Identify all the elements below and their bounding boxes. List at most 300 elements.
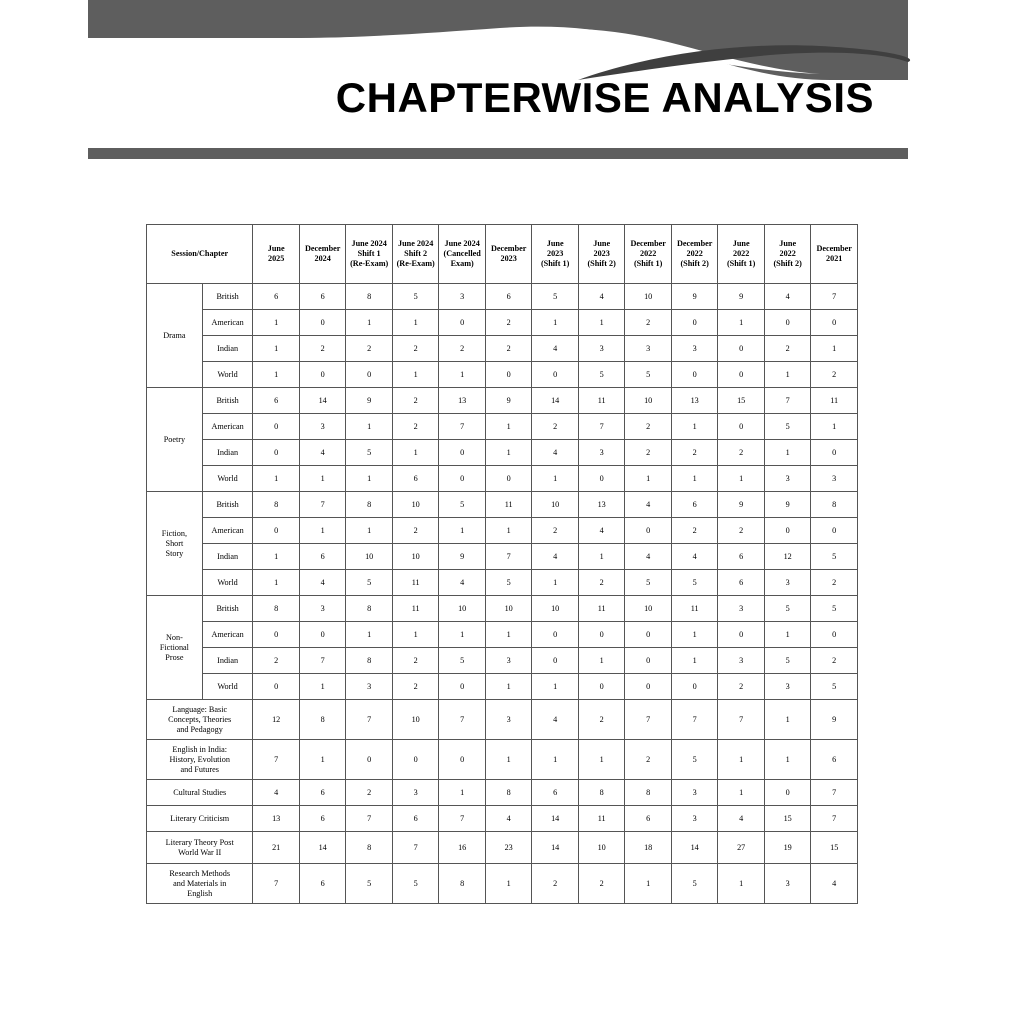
title-underline-bar bbox=[88, 148, 908, 159]
data-cell: 11 bbox=[578, 806, 625, 832]
column-header: June 2024 (Cancelled Exam) bbox=[439, 225, 486, 284]
data-cell: 3 bbox=[485, 700, 532, 740]
data-cell: 5 bbox=[392, 864, 439, 904]
data-cell: 15 bbox=[718, 388, 765, 414]
table-row bbox=[147, 492, 858, 518]
data-cell: 0 bbox=[671, 674, 718, 700]
data-cell: 1 bbox=[718, 780, 765, 806]
data-cell: 1 bbox=[718, 740, 765, 780]
data-cell: 10 bbox=[625, 284, 672, 310]
data-cell: 14 bbox=[671, 832, 718, 864]
data-cell: 1 bbox=[439, 362, 486, 388]
data-cell: 5 bbox=[764, 414, 811, 440]
data-cell: 3 bbox=[718, 648, 765, 674]
sub-label-cell: Indian bbox=[202, 440, 253, 466]
data-cell: 0 bbox=[253, 674, 300, 700]
data-cell: 0 bbox=[811, 440, 858, 466]
data-cell: 4 bbox=[718, 806, 765, 832]
data-cell: 0 bbox=[811, 622, 858, 648]
data-cell: 1 bbox=[671, 414, 718, 440]
data-cell: 13 bbox=[578, 492, 625, 518]
data-cell: 1 bbox=[625, 864, 672, 904]
data-cell: 9 bbox=[718, 284, 765, 310]
data-cell: 7 bbox=[299, 648, 346, 674]
data-cell: 6 bbox=[253, 284, 300, 310]
data-cell: 0 bbox=[299, 362, 346, 388]
data-cell: 6 bbox=[299, 780, 346, 806]
data-cell: 0 bbox=[439, 674, 486, 700]
data-cell: 1 bbox=[718, 864, 765, 904]
data-cell: 1 bbox=[299, 740, 346, 780]
data-cell: 2 bbox=[485, 336, 532, 362]
data-cell: 12 bbox=[253, 700, 300, 740]
data-cell: 3 bbox=[718, 596, 765, 622]
data-cell: 10 bbox=[578, 832, 625, 864]
data-cell: 3 bbox=[671, 780, 718, 806]
data-cell: 8 bbox=[625, 780, 672, 806]
data-cell: 11 bbox=[578, 388, 625, 414]
data-cell: 4 bbox=[253, 780, 300, 806]
data-cell: 4 bbox=[811, 864, 858, 904]
data-cell: 2 bbox=[392, 414, 439, 440]
data-cell: 7 bbox=[299, 492, 346, 518]
data-cell: 1 bbox=[532, 570, 579, 596]
data-cell: 5 bbox=[625, 570, 672, 596]
table-header bbox=[147, 225, 858, 284]
data-cell: 1 bbox=[253, 466, 300, 492]
data-cell: 3 bbox=[764, 864, 811, 904]
data-cell: 3 bbox=[578, 440, 625, 466]
data-cell: 8 bbox=[299, 700, 346, 740]
data-cell: 3 bbox=[299, 414, 346, 440]
data-cell: 0 bbox=[439, 740, 486, 780]
data-cell: 3 bbox=[764, 570, 811, 596]
data-cell: 10 bbox=[532, 492, 579, 518]
data-cell: 5 bbox=[764, 596, 811, 622]
data-cell: 4 bbox=[578, 284, 625, 310]
data-cell: 1 bbox=[485, 740, 532, 780]
data-cell: 0 bbox=[532, 362, 579, 388]
data-cell: 11 bbox=[671, 596, 718, 622]
data-cell: 9 bbox=[764, 492, 811, 518]
data-cell: 1 bbox=[253, 362, 300, 388]
table-row bbox=[147, 674, 858, 700]
data-cell: 1 bbox=[671, 466, 718, 492]
data-cell: 13 bbox=[253, 806, 300, 832]
data-cell: 1 bbox=[439, 518, 486, 544]
data-cell: 0 bbox=[532, 648, 579, 674]
data-cell: 0 bbox=[439, 310, 486, 336]
column-header: December 2022 (Shift 1) bbox=[625, 225, 672, 284]
data-cell: 2 bbox=[392, 674, 439, 700]
data-cell: 4 bbox=[671, 544, 718, 570]
data-cell: 2 bbox=[625, 310, 672, 336]
table-row bbox=[147, 570, 858, 596]
data-cell: 9 bbox=[811, 700, 858, 740]
data-cell: 0 bbox=[439, 466, 486, 492]
data-cell: 3 bbox=[578, 336, 625, 362]
data-cell: 2 bbox=[625, 414, 672, 440]
data-cell: 7 bbox=[346, 700, 393, 740]
data-cell: 6 bbox=[392, 466, 439, 492]
data-cell: 8 bbox=[346, 596, 393, 622]
data-cell: 8 bbox=[485, 780, 532, 806]
sub-label-cell: Indian bbox=[202, 648, 253, 674]
data-cell: 3 bbox=[439, 284, 486, 310]
data-cell: 15 bbox=[764, 806, 811, 832]
data-cell: 1 bbox=[392, 310, 439, 336]
table-row bbox=[147, 336, 858, 362]
data-cell: 5 bbox=[764, 648, 811, 674]
data-cell: 1 bbox=[392, 362, 439, 388]
table-row bbox=[147, 596, 858, 622]
data-cell: 1 bbox=[392, 440, 439, 466]
data-cell: 1 bbox=[764, 362, 811, 388]
data-cell: 13 bbox=[439, 388, 486, 414]
corner-header: Session/Chapter bbox=[147, 225, 253, 284]
data-cell: 6 bbox=[625, 806, 672, 832]
header-row bbox=[147, 225, 858, 284]
data-cell: 8 bbox=[346, 492, 393, 518]
table-row bbox=[147, 648, 858, 674]
column-header: December 2023 bbox=[485, 225, 532, 284]
column-header: June 2024 Shift 1 (Re-Exam) bbox=[346, 225, 393, 284]
data-cell: 11 bbox=[485, 492, 532, 518]
data-cell: 5 bbox=[392, 284, 439, 310]
data-cell: 7 bbox=[625, 700, 672, 740]
data-cell: 7 bbox=[439, 700, 486, 740]
data-cell: 8 bbox=[253, 492, 300, 518]
data-cell: 7 bbox=[485, 544, 532, 570]
data-cell: 1 bbox=[578, 740, 625, 780]
data-cell: 8 bbox=[439, 864, 486, 904]
data-cell: 10 bbox=[392, 700, 439, 740]
data-cell: 0 bbox=[811, 310, 858, 336]
data-cell: 6 bbox=[253, 388, 300, 414]
data-cell: 2 bbox=[625, 740, 672, 780]
data-cell: 14 bbox=[532, 806, 579, 832]
data-cell: 2 bbox=[811, 570, 858, 596]
data-cell: 7 bbox=[811, 806, 858, 832]
data-cell: 0 bbox=[718, 336, 765, 362]
data-cell: 5 bbox=[485, 570, 532, 596]
data-cell: 2 bbox=[346, 336, 393, 362]
table-row bbox=[147, 806, 858, 832]
data-cell: 2 bbox=[346, 780, 393, 806]
data-cell: 3 bbox=[485, 648, 532, 674]
data-cell: 2 bbox=[439, 336, 486, 362]
data-cell: 2 bbox=[578, 570, 625, 596]
chapter-label-cell: English in India: History, Evolution and Futures bbox=[147, 740, 253, 780]
data-cell: 7 bbox=[718, 700, 765, 740]
data-cell: 2 bbox=[392, 388, 439, 414]
table-body bbox=[147, 284, 858, 904]
data-cell: 1 bbox=[764, 700, 811, 740]
data-cell: 0 bbox=[253, 440, 300, 466]
data-cell: 4 bbox=[532, 700, 579, 740]
data-cell: 1 bbox=[299, 674, 346, 700]
data-cell: 6 bbox=[718, 570, 765, 596]
chapter-label-cell: Research Methods and Materials in English bbox=[147, 864, 253, 904]
data-cell: 0 bbox=[578, 674, 625, 700]
data-cell: 1 bbox=[253, 570, 300, 596]
data-cell: 1 bbox=[346, 466, 393, 492]
sub-label-cell: Indian bbox=[202, 336, 253, 362]
column-header: June 2024 Shift 2 (Re-Exam) bbox=[392, 225, 439, 284]
sub-label-cell: American bbox=[202, 622, 253, 648]
data-cell: 2 bbox=[811, 362, 858, 388]
data-cell: 3 bbox=[671, 806, 718, 832]
data-cell: 2 bbox=[718, 518, 765, 544]
table-row bbox=[147, 700, 858, 740]
data-cell: 1 bbox=[485, 440, 532, 466]
data-cell: 9 bbox=[346, 388, 393, 414]
data-cell: 0 bbox=[485, 362, 532, 388]
data-cell: 0 bbox=[253, 622, 300, 648]
data-cell: 1 bbox=[718, 466, 765, 492]
data-cell: 0 bbox=[718, 622, 765, 648]
data-cell: 0 bbox=[346, 740, 393, 780]
data-cell: 0 bbox=[764, 518, 811, 544]
data-cell: 1 bbox=[578, 544, 625, 570]
data-cell: 18 bbox=[625, 832, 672, 864]
data-cell: 1 bbox=[485, 414, 532, 440]
data-cell: 5 bbox=[625, 362, 672, 388]
table-row bbox=[147, 622, 858, 648]
data-cell: 7 bbox=[439, 806, 486, 832]
data-cell: 4 bbox=[625, 492, 672, 518]
data-cell: 5 bbox=[671, 570, 718, 596]
data-cell: 13 bbox=[671, 388, 718, 414]
data-cell: 2 bbox=[392, 336, 439, 362]
data-cell: 23 bbox=[485, 832, 532, 864]
data-cell: 1 bbox=[532, 310, 579, 336]
data-cell: 0 bbox=[578, 622, 625, 648]
chapter-label-cell: Literary Criticism bbox=[147, 806, 253, 832]
data-cell: 1 bbox=[346, 310, 393, 336]
data-cell: 1 bbox=[532, 674, 579, 700]
data-cell: 1 bbox=[253, 310, 300, 336]
data-cell: 1 bbox=[346, 414, 393, 440]
data-cell: 11 bbox=[392, 596, 439, 622]
table-row bbox=[147, 740, 858, 780]
data-cell: 0 bbox=[671, 310, 718, 336]
data-cell: 1 bbox=[439, 780, 486, 806]
table-row bbox=[147, 466, 858, 492]
data-cell: 3 bbox=[764, 674, 811, 700]
chapterwise-analysis-table bbox=[146, 224, 858, 904]
data-cell: 2 bbox=[671, 440, 718, 466]
data-cell: 1 bbox=[253, 544, 300, 570]
data-cell: 27 bbox=[718, 832, 765, 864]
data-cell: 1 bbox=[485, 622, 532, 648]
data-cell: 3 bbox=[671, 336, 718, 362]
data-cell: 1 bbox=[671, 622, 718, 648]
data-cell: 14 bbox=[299, 388, 346, 414]
data-cell: 1 bbox=[346, 518, 393, 544]
data-cell: 0 bbox=[578, 466, 625, 492]
data-cell: 0 bbox=[346, 362, 393, 388]
page-header-decoration bbox=[0, 0, 1024, 175]
data-cell: 21 bbox=[253, 832, 300, 864]
data-cell: 1 bbox=[578, 648, 625, 674]
group-label-cell: Drama bbox=[147, 284, 203, 388]
data-cell: 0 bbox=[392, 740, 439, 780]
sub-label-cell: American bbox=[202, 518, 253, 544]
data-cell: 4 bbox=[299, 570, 346, 596]
data-cell: 1 bbox=[485, 674, 532, 700]
data-cell: 2 bbox=[718, 440, 765, 466]
data-cell: 4 bbox=[532, 336, 579, 362]
data-cell: 3 bbox=[625, 336, 672, 362]
data-cell: 0 bbox=[625, 648, 672, 674]
data-cell: 7 bbox=[392, 832, 439, 864]
sub-label-cell: World bbox=[202, 362, 253, 388]
sub-label-cell: American bbox=[202, 414, 253, 440]
data-cell: 0 bbox=[485, 466, 532, 492]
data-cell: 5 bbox=[532, 284, 579, 310]
data-cell: 14 bbox=[532, 388, 579, 414]
data-cell: 0 bbox=[439, 440, 486, 466]
data-cell: 7 bbox=[811, 284, 858, 310]
data-cell: 3 bbox=[764, 466, 811, 492]
data-cell: 5 bbox=[439, 648, 486, 674]
data-cell: 0 bbox=[811, 518, 858, 544]
data-cell: 10 bbox=[532, 596, 579, 622]
page-title: CHAPTERWISE ANALYSIS bbox=[335, 74, 874, 121]
data-cell: 1 bbox=[764, 440, 811, 466]
table-row bbox=[147, 388, 858, 414]
data-cell: 10 bbox=[485, 596, 532, 622]
table-row bbox=[147, 310, 858, 336]
data-cell: 6 bbox=[718, 544, 765, 570]
data-cell: 4 bbox=[439, 570, 486, 596]
data-cell: 10 bbox=[625, 388, 672, 414]
table-row bbox=[147, 864, 858, 904]
data-cell: 2 bbox=[392, 518, 439, 544]
data-cell: 16 bbox=[439, 832, 486, 864]
data-cell: 1 bbox=[392, 622, 439, 648]
column-header: June 2022 (Shift 2) bbox=[764, 225, 811, 284]
data-cell: 0 bbox=[625, 622, 672, 648]
data-cell: 4 bbox=[764, 284, 811, 310]
data-cell: 11 bbox=[578, 596, 625, 622]
sub-label-cell: British bbox=[202, 596, 253, 622]
data-cell: 6 bbox=[532, 780, 579, 806]
data-cell: 1 bbox=[671, 648, 718, 674]
table-row bbox=[147, 518, 858, 544]
column-header: June 2022 (Shift 1) bbox=[718, 225, 765, 284]
data-cell: 1 bbox=[299, 466, 346, 492]
sub-label-cell: World bbox=[202, 674, 253, 700]
data-cell: 2 bbox=[253, 648, 300, 674]
table-row bbox=[147, 780, 858, 806]
data-cell: 10 bbox=[346, 544, 393, 570]
table-row bbox=[147, 832, 858, 864]
data-cell: 5 bbox=[346, 864, 393, 904]
data-cell: 1 bbox=[764, 622, 811, 648]
data-cell: 5 bbox=[439, 492, 486, 518]
data-cell: 6 bbox=[299, 864, 346, 904]
group-label-cell: Fiction, Short Story bbox=[147, 492, 203, 596]
sub-label-cell: World bbox=[202, 570, 253, 596]
data-cell: 6 bbox=[299, 284, 346, 310]
sub-label-cell: British bbox=[202, 284, 253, 310]
data-cell: 7 bbox=[578, 414, 625, 440]
data-cell: 6 bbox=[299, 544, 346, 570]
data-cell: 0 bbox=[299, 310, 346, 336]
data-cell: 15 bbox=[811, 832, 858, 864]
data-cell: 3 bbox=[346, 674, 393, 700]
data-cell: 7 bbox=[811, 780, 858, 806]
data-cell: 3 bbox=[392, 780, 439, 806]
chapter-label-cell: Cultural Studies bbox=[147, 780, 253, 806]
data-cell: 1 bbox=[811, 414, 858, 440]
group-label-cell: Non- Fictional Prose bbox=[147, 596, 203, 700]
data-cell: 5 bbox=[811, 544, 858, 570]
data-cell: 7 bbox=[671, 700, 718, 740]
table-row bbox=[147, 284, 858, 310]
sub-label-cell: Indian bbox=[202, 544, 253, 570]
data-cell: 6 bbox=[392, 806, 439, 832]
data-cell: 5 bbox=[346, 440, 393, 466]
data-cell: 12 bbox=[764, 544, 811, 570]
data-cell: 2 bbox=[718, 674, 765, 700]
data-cell: 8 bbox=[346, 284, 393, 310]
sub-label-cell: British bbox=[202, 388, 253, 414]
data-cell: 7 bbox=[346, 806, 393, 832]
data-cell: 2 bbox=[764, 336, 811, 362]
column-header: June 2023 (Shift 1) bbox=[532, 225, 579, 284]
data-cell: 6 bbox=[811, 740, 858, 780]
data-cell: 9 bbox=[485, 388, 532, 414]
data-cell: 0 bbox=[299, 622, 346, 648]
data-cell: 8 bbox=[253, 596, 300, 622]
column-header: December 2021 bbox=[811, 225, 858, 284]
data-cell: 1 bbox=[718, 310, 765, 336]
chapter-label-cell: Literary Theory Post World War II bbox=[147, 832, 253, 864]
data-cell: 4 bbox=[485, 806, 532, 832]
data-cell: 14 bbox=[299, 832, 346, 864]
sub-label-cell: American bbox=[202, 310, 253, 336]
data-cell: 9 bbox=[718, 492, 765, 518]
group-label-cell: Poetry bbox=[147, 388, 203, 492]
data-cell: 0 bbox=[718, 414, 765, 440]
data-cell: 1 bbox=[532, 740, 579, 780]
data-cell: 8 bbox=[811, 492, 858, 518]
data-cell: 11 bbox=[811, 388, 858, 414]
data-cell: 9 bbox=[439, 544, 486, 570]
data-cell: 4 bbox=[625, 544, 672, 570]
data-cell: 5 bbox=[671, 864, 718, 904]
data-cell: 2 bbox=[532, 414, 579, 440]
data-cell: 8 bbox=[346, 832, 393, 864]
data-cell: 0 bbox=[253, 414, 300, 440]
data-cell: 4 bbox=[578, 518, 625, 544]
data-cell: 2 bbox=[392, 648, 439, 674]
data-cell: 1 bbox=[811, 336, 858, 362]
data-cell: 6 bbox=[485, 284, 532, 310]
data-cell: 1 bbox=[485, 518, 532, 544]
data-cell: 0 bbox=[671, 362, 718, 388]
data-cell: 0 bbox=[764, 310, 811, 336]
data-cell: 4 bbox=[532, 544, 579, 570]
data-cell: 2 bbox=[625, 440, 672, 466]
data-cell: 2 bbox=[485, 310, 532, 336]
data-cell: 1 bbox=[485, 864, 532, 904]
data-cell: 6 bbox=[299, 806, 346, 832]
chapterwise-analysis-table-container bbox=[146, 224, 858, 904]
